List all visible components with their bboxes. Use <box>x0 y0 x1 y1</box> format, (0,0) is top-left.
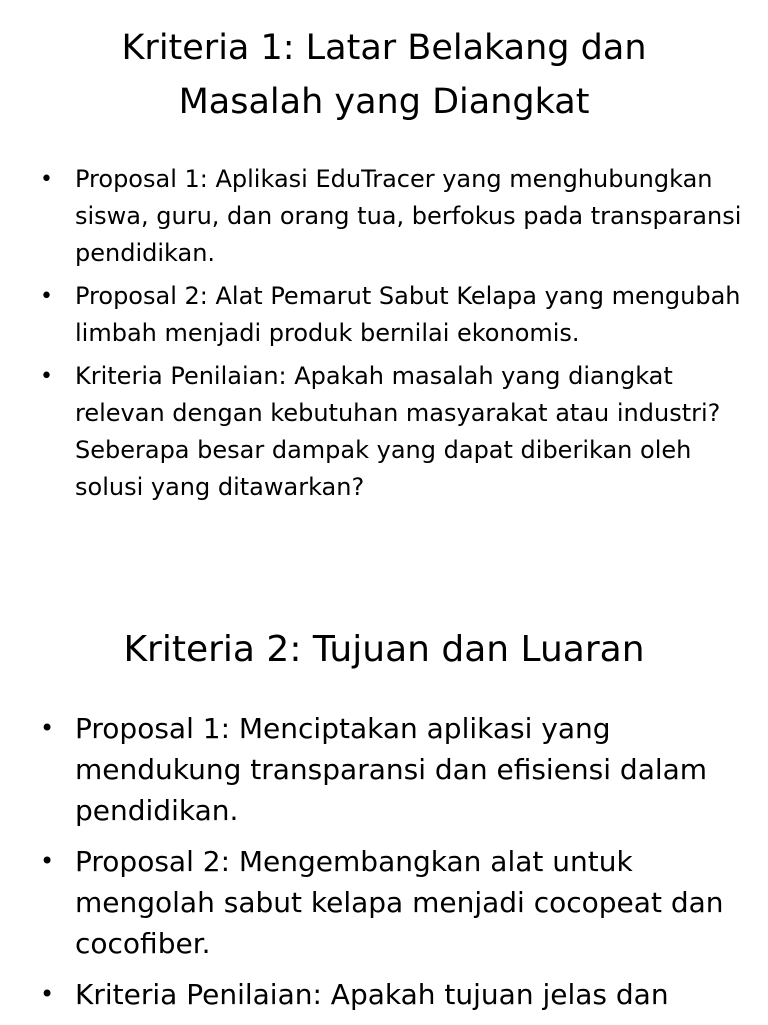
bullet-text: Proposal 2: Mengembangkan alat untuk mengolah sabut kelapa menjadi cocopeat dan cocofiber. <box>75 845 724 960</box>
bullet-icon: • <box>40 167 53 192</box>
bullet-item <box>0 841 768 964</box>
bullet-icon: • <box>40 980 55 1008</box>
bullet-item <box>0 358 768 506</box>
bullet-text: Kriteria Penilaian: Apakah masalah yang diangkat relevan dengan kebutuhan masyarakat atau industri? Seberapa besar dampak yang dapat diberikan oleh solusi yang ditawarkan? <box>75 362 721 501</box>
slide-2-title: Kriteria 2: Tujuan dan Luaran <box>123 629 645 670</box>
bullet-text: Proposal 2: Alat Pemarut Sabut Kelapa yang mengubah limbah menjadi produk bernilai ekonomis. <box>75 282 741 347</box>
slide-1-title: Kriteria 1: Latar Belakang dan Masalah yang Diangkat <box>121 28 647 122</box>
bullet-item <box>0 974 768 1015</box>
bullet-item <box>0 708 768 831</box>
slide-1-bullet-list <box>0 161 768 506</box>
slide-2 <box>0 540 768 1025</box>
bullet-text: Proposal 1: Aplikasi EduTracer yang menghubungkan siswa, guru, dan orang tua, berfokus pada transparansi pendidikan. <box>75 165 742 267</box>
bullet-icon: • <box>40 284 53 309</box>
bullet-item <box>0 278 768 352</box>
slide-1 <box>0 0 768 512</box>
slide-2-bullet-list <box>0 708 768 1015</box>
bullet-icon: • <box>40 714 55 742</box>
bullet-text: Proposal 1: Menciptakan aplikasi yang mendukung transparansi dan efisiensi dalam pendidikan. <box>75 712 708 827</box>
bullet-icon: • <box>40 364 53 389</box>
bullet-icon: • <box>40 847 55 875</box>
bullet-text: Kriteria Penilaian: Apakah tujuan jelas dan <box>75 978 669 1011</box>
bullet-item <box>0 161 768 272</box>
